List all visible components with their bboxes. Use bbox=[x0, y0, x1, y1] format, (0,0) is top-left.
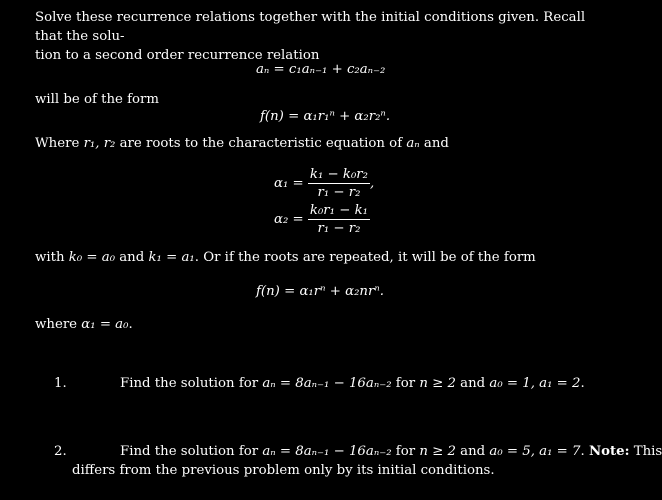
alpha2-fraction bbox=[308, 202, 370, 237]
roots-math: r₁, r₂ bbox=[83, 136, 116, 151]
problem-1-before: Find the solution for bbox=[120, 376, 263, 391]
problem-1-initial: a₀ = 1, a₁ = 2 bbox=[489, 376, 581, 391]
problem-2-line-2: differs from the previous problem only by its initial conditions. bbox=[72, 463, 495, 478]
problem-1-and: and bbox=[455, 376, 490, 391]
alpha2-numerator: k₀r₁ − k₁ bbox=[309, 203, 368, 218]
roots-text-before: Where bbox=[35, 136, 84, 151]
repeated-text-before: with bbox=[35, 250, 69, 265]
problem-1-condition: n ≥ 2 bbox=[419, 376, 456, 391]
repeated-roots-text bbox=[35, 250, 536, 265]
problem-2-initial: a₀ = 5, a₁ = 7 bbox=[489, 444, 581, 459]
problem-2-mid: for bbox=[391, 444, 420, 459]
solution-form-equation: f(n) = α₁r₁ⁿ + α₂r₂ⁿ. bbox=[260, 109, 391, 124]
alpha1-denominator: r₁ − r₂ bbox=[308, 183, 370, 201]
repeated-text-after: . Or if the roots are repeated, it will be of the form bbox=[194, 250, 536, 265]
problem-2-number: 2. bbox=[54, 444, 67, 459]
where-text-before: where bbox=[35, 317, 82, 332]
roots-text-after: and bbox=[419, 136, 449, 151]
problem-1-after: . bbox=[580, 376, 585, 391]
intro-line-2: tion to a second order recurrence relation bbox=[35, 48, 320, 63]
k1-equation: k₁ = a₁ bbox=[148, 250, 195, 265]
where-text bbox=[35, 317, 133, 332]
alpha2-lhs: α₂ = bbox=[274, 212, 304, 227]
form-text: will be of the form bbox=[35, 92, 160, 107]
alpha1-trail: , bbox=[369, 176, 375, 191]
recurrence-equation: aₙ = c₁aₙ₋₁ + c₂aₙ₋₂ bbox=[256, 62, 386, 77]
roots-text-middle: are roots to the characteristic equation of bbox=[115, 136, 407, 151]
problem-2-note-label: Note: bbox=[588, 444, 630, 459]
problem-2-text bbox=[120, 444, 662, 459]
problem-2-note-text: This bbox=[629, 444, 662, 459]
intro-paragraph bbox=[35, 8, 605, 65]
intro-line-1: Solve these recurrence relations together with the initial conditions given. Recall that the solu- bbox=[35, 10, 586, 44]
where-text-after: . bbox=[128, 317, 133, 332]
problem-2-recurrence: aₙ = 8aₙ₋₁ − 16aₙ₋₂ bbox=[262, 444, 392, 459]
repeated-text-and: and bbox=[115, 250, 149, 265]
repeated-form-equation: f(n) = α₁rⁿ + α₂nrⁿ. bbox=[256, 284, 384, 299]
roots-text bbox=[35, 136, 449, 151]
problem-2-after: . bbox=[580, 444, 589, 459]
problem-1-mid: for bbox=[391, 376, 420, 391]
alpha1-equation bbox=[274, 166, 374, 201]
problem-1-number: 1. bbox=[54, 376, 67, 391]
problem-1-recurrence: aₙ = 8aₙ₋₁ − 16aₙ₋₂ bbox=[262, 376, 392, 391]
problem-1-text bbox=[120, 376, 585, 391]
alpha2-denominator: r₁ − r₂ bbox=[308, 219, 370, 237]
problem-2-before: Find the solution for bbox=[120, 444, 263, 459]
roots-math-an: aₙ bbox=[406, 136, 420, 151]
alpha1-numerator: k₁ − k₀r₂ bbox=[309, 167, 368, 182]
where-math: α₁ = a₀ bbox=[81, 317, 129, 332]
alpha2-equation bbox=[274, 202, 370, 237]
alpha1-lhs: α₁ = bbox=[274, 176, 304, 191]
problem-2-and: and bbox=[455, 444, 490, 459]
k0-equation: k₀ = a₀ bbox=[68, 250, 116, 265]
alpha1-fraction bbox=[308, 166, 370, 201]
problem-2-condition: n ≥ 2 bbox=[419, 444, 456, 459]
